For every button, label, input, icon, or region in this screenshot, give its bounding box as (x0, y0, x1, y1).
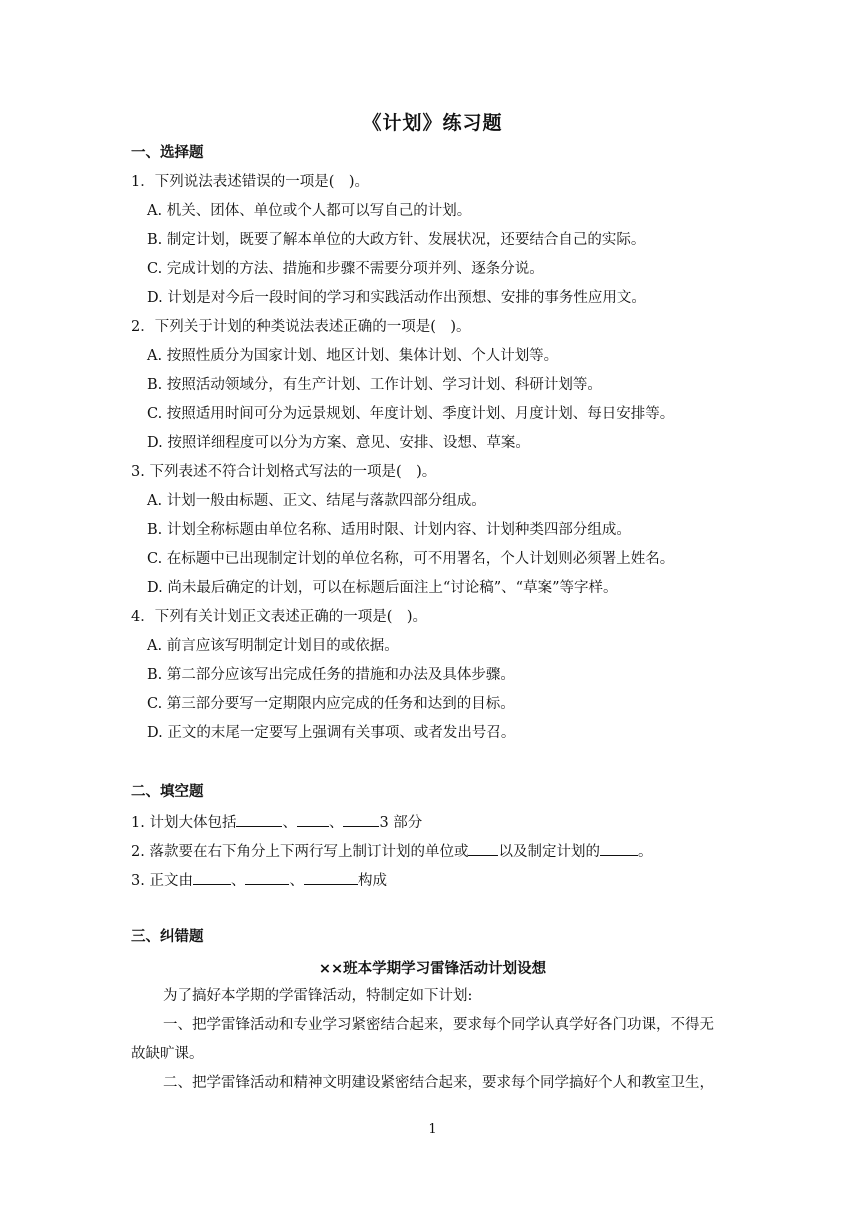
answer-blank[interactable] (245, 869, 289, 885)
fill-item-2-middle: 以及制定计划的 (498, 844, 600, 860)
essay-title: ××班本学期学习雷锋活动计划设想 (318, 961, 547, 977)
question-2-option-d: D. 按照详细程度可以分为方案、意见、安排、设想、草案。 (147, 435, 530, 451)
question-3-option-a: A. 计划一般由标题、正文、结尾与落款四部分组成。 (147, 493, 486, 509)
question-2-stem: 2．下列关于计划的种类说法表述正确的一项是( )。 (131, 319, 471, 335)
question-2-option-b: B. 按照活动领域分，有生产计划、工作计划、学习计划、科研计划等。 (147, 377, 602, 393)
answer-blank[interactable] (304, 869, 358, 885)
essay-paragraph-intro: 为了搞好本学期的学雷锋活动，特制定如下计划: (163, 988, 473, 1004)
fill-item-1-text: 1. 计划大体包括 (131, 815, 237, 831)
section-heading-correction: 三、纠错题 (131, 929, 204, 945)
section-heading-choice: 一、选择题 (131, 145, 204, 161)
fill-item-2-suffix: 。 (637, 844, 653, 860)
question-1-stem: 1．下列说法表述错误的一项是( )。 (131, 174, 370, 190)
section-heading-fill-blank: 二、填空题 (131, 784, 204, 800)
fill-separator: 、 (230, 873, 246, 889)
question-3-option-c: C. 在标题中已出现制定计划的单位名称，可不用署名，个人计划则必须署上姓名。 (147, 551, 675, 567)
question-1-option-d: D. 计划是对今后一段时间的学习和实践活动作出预想、安排的事务性应用文。 (147, 290, 646, 306)
page-title: 《计划》练习题 (362, 112, 503, 134)
question-2-option-a: A. 按照性质分为国家计划、地区计划、集体计划、个人计划等。 (147, 348, 559, 364)
essay-paragraph-1-continued: 故缺旷课。 (131, 1046, 204, 1062)
answer-blank[interactable] (236, 811, 282, 827)
fill-separator: 、 (289, 873, 304, 889)
question-3-option-d: D. 尚未最后确定的计划，可以在标题后面注上“讨论稿”、“草案”等字样。 (147, 580, 618, 596)
page-number: 1 (428, 1122, 437, 1137)
fill-item-3 (131, 869, 387, 891)
question-1-option-c: C. 完成计划的方法、措施和步骤不需要分项并列、逐条分说。 (147, 261, 544, 277)
fill-item-3-text: 3. 正文由 (131, 873, 193, 889)
essay-paragraph-2: 二、把学雷锋活动和精神文明建设紧密结合起来，要求每个同学搞好个人和教室卫生， (163, 1075, 714, 1091)
question-1-option-a: A. 机关、团体、单位或个人都可以写自己的计划。 (147, 203, 472, 219)
fill-item-1-suffix: 3 部分 (379, 815, 423, 831)
answer-blank[interactable] (193, 869, 231, 885)
fill-item-2-text: 2. 落款要在右下角分上下两行写上制订计划的单位或 (131, 844, 469, 860)
fill-separator: 、 (328, 815, 344, 831)
answer-blank[interactable] (297, 811, 329, 827)
answer-blank[interactable] (468, 840, 498, 856)
fill-item-1 (131, 811, 422, 833)
question-3-stem: 3. 下列表述不符合计划格式写法的一项是( )。 (131, 464, 437, 480)
fill-separator: 、 (282, 815, 297, 831)
question-4-option-a: A. 前言应该写明制定计划目的或依据。 (147, 638, 399, 654)
question-1-option-b: B. 制定计划，既要了解本单位的大政方针、发展状况，还要结合自己的实际。 (147, 232, 646, 248)
fill-item-3-suffix: 构成 (357, 873, 387, 889)
fill-item-2 (131, 840, 652, 862)
answer-blank[interactable] (343, 811, 379, 827)
question-4-option-b: B. 第二部分应该写出完成任务的措施和办法及具体步骤。 (147, 667, 515, 683)
question-4-option-d: D. 正文的末尾一定要写上强调有关事项、或者发出号召。 (147, 725, 516, 741)
question-4-stem: 4．下列有关计划正文表述正确的一项是( )。 (131, 609, 428, 625)
answer-blank[interactable] (600, 840, 638, 856)
essay-paragraph-1: 一、把学雷锋活动和专业学习紧密结合起来，要求每个同学认真学好各门功课，不得无 (163, 1017, 714, 1033)
question-3-option-b: B. 计划全称标题由单位名称、适用时限、计划内容、计划种类四部分组成。 (147, 522, 631, 538)
question-2-option-c: C. 按照适用时间可分为远景规划、年度计划、季度计划、月度计划、每日安排等。 (147, 406, 675, 422)
question-4-option-c: C. 第三部分要写一定期限内应完成的任务和达到的目标。 (147, 696, 515, 712)
